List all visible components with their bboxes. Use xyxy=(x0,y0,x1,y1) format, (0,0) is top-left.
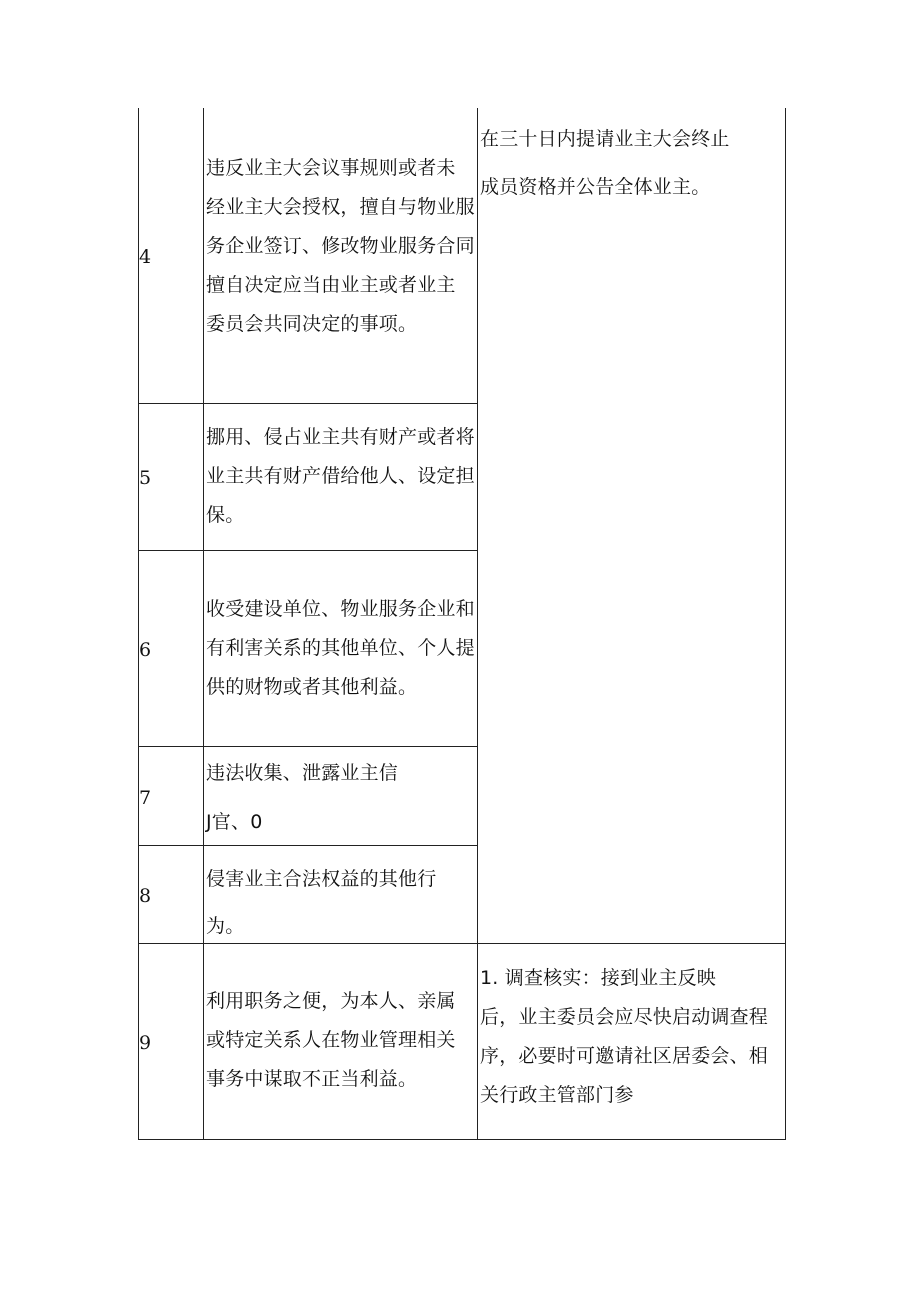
description-line: 务企业签订、修改物业服务合同 xyxy=(206,235,475,257)
violation-description xyxy=(206,757,476,838)
description-line: 保。 xyxy=(206,504,245,526)
row-number: 7 xyxy=(139,787,152,809)
column-divider-1 xyxy=(203,108,204,1140)
row-divider-4-5 xyxy=(138,403,478,404)
description-line: 有利害关系的其他单位、个人提 xyxy=(206,637,475,659)
description-line: 为。 xyxy=(206,915,245,937)
row-number: 8 xyxy=(139,885,152,907)
table-border-bottom xyxy=(138,1139,786,1140)
description-line: 挪用、侵占业主共有财产或者将 xyxy=(206,426,475,448)
description-line: 违法收集、泄露业主信 xyxy=(206,762,399,784)
table-border-right xyxy=(785,108,786,1140)
handling-line: 成员资格并公告全体业主。 xyxy=(480,176,711,198)
handling-measure xyxy=(480,962,784,1111)
description-line: 事务中谋取不正当利益。 xyxy=(206,1068,418,1090)
description-line: 利用职务之便，为本人、亲属 xyxy=(206,990,456,1012)
violation-description xyxy=(206,863,476,942)
handling-line: 序，必要时可邀请社区居委会、相 xyxy=(480,1045,769,1067)
column-divider-2 xyxy=(477,108,478,1140)
row-divider-6-7 xyxy=(138,746,478,747)
description-line: 供的财物或者其他利益。 xyxy=(206,676,418,698)
row-number: 5 xyxy=(139,467,152,489)
violation-description xyxy=(206,421,476,531)
row-number: 9 xyxy=(139,1032,152,1054)
row-divider-8-9 xyxy=(138,943,786,944)
row-divider-5-6 xyxy=(138,550,478,551)
description-line: 经业主大会授权，擅自与物业服 xyxy=(206,196,475,218)
description-line: 侵害业主合法权益的其他行 xyxy=(206,868,437,890)
handling-line: 关行政主管部门参 xyxy=(480,1084,634,1106)
row-number: 4 xyxy=(139,246,152,268)
handling-line: 1. 调查核实：接到业主反映 xyxy=(480,967,716,989)
violation-description xyxy=(206,593,476,703)
description-line: 或特定关系人在物业管理相关 xyxy=(206,1029,456,1051)
description-line: 业主共有财产借给他人、设定担 xyxy=(206,465,475,487)
description-line: 擅自决定应当由业主或者业主 xyxy=(206,274,456,296)
violation-description xyxy=(206,152,476,340)
row-number: 6 xyxy=(139,639,152,661)
violation-description xyxy=(206,985,476,1095)
row-divider-7-8 xyxy=(138,845,478,846)
handling-line: 后，业主委员会应尽快启动调查程 xyxy=(480,1006,769,1028)
description-line: 收受建设单位、物业服务企业和 xyxy=(206,598,475,620)
handling-line: 在三十日内提请业主大会终止 xyxy=(480,128,730,150)
description-line: 委员会共同决定的事项。 xyxy=(206,313,418,335)
handling-measure xyxy=(480,123,784,203)
description-line: 违反业主大会议事规则或者未 xyxy=(206,157,456,179)
description-line: J官、0 xyxy=(206,811,263,833)
